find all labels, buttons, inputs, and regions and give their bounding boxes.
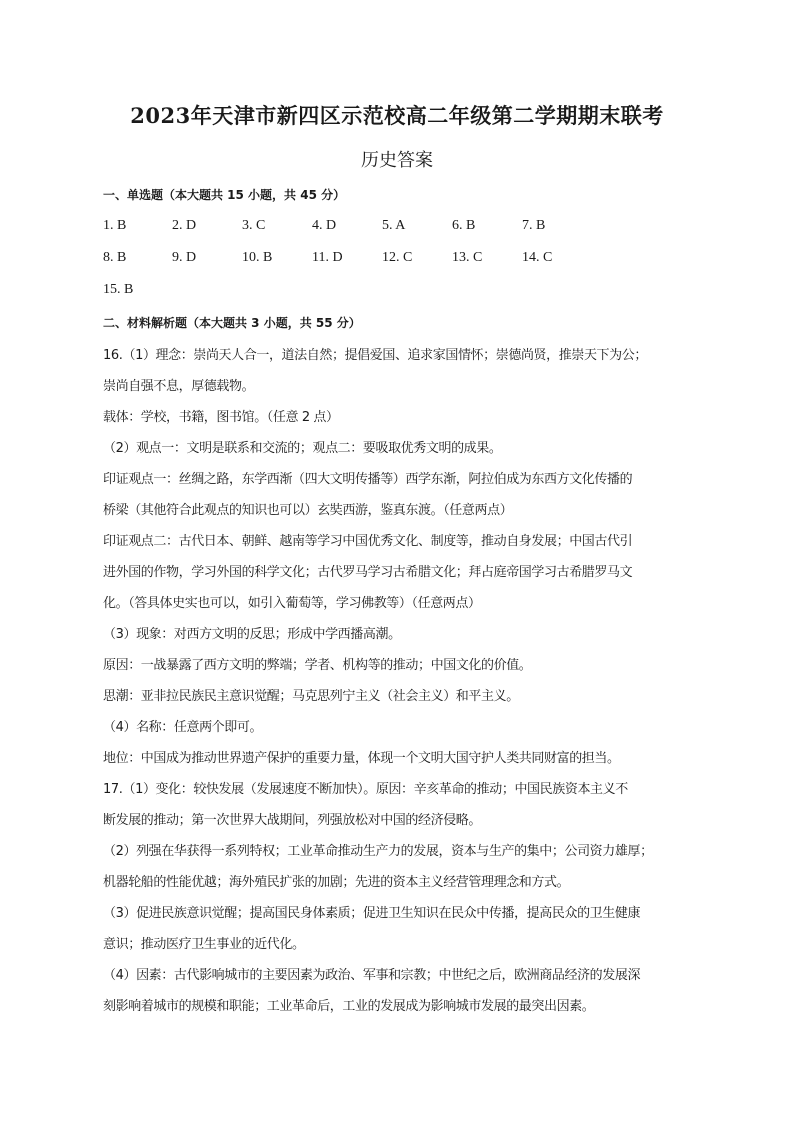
answer-item: 14. C — [522, 250, 553, 265]
answer-item: 13. C — [452, 250, 483, 265]
answer-item: 4. D — [312, 218, 337, 233]
answer-line: 思潮：亚非拉民族民主意识觉醒；马克思列宁主义（社会主义）和平主义。 — [103, 689, 519, 704]
answer-line: 印证观点二：古代日本、朝鲜、越南等学习中国优秀文化、制度等，推动自身发展；中国古代引 — [103, 534, 633, 549]
answer-line: 地位：中国成为推动世界遗产保护的重要力量，体现一个文明大国守护人类共同财富的担当。 — [103, 751, 620, 766]
answer-line: （3）现象：对西方文明的反思；形成中学西播高潮。 — [103, 627, 401, 642]
page-title: 2023年天津市新四区示范校高二年级第二学期期末联考 — [130, 103, 664, 128]
answer-line: 断发展的推动；第一次世界大战期间，列强放松对中国的经济侵略。 — [103, 813, 482, 828]
answer-item: 3. C — [242, 218, 266, 233]
answer-item: 10. B — [242, 250, 273, 265]
answer-line: （4）名称：任意两个即可。 — [103, 720, 263, 735]
answer-line: 意识；推动医疗卫生事业的近代化。 — [103, 937, 305, 952]
answer-line: 机器轮船的性能优越；海外殖民扩张的加剧；先进的资本主义经营管理理念和方式。 — [103, 875, 570, 890]
answer-line: （3）促进民族意识觉醒；提高国民身体素质；促进卫生知识在民众中传播，提高民众的卫生健康 — [103, 906, 641, 921]
answer-item: 8. B — [103, 250, 127, 265]
answer-item: 12. C — [382, 250, 413, 265]
answer-line: 化。（答具体史实也可以，如引入葡萄等，学习佛教等）（任意两点） — [103, 596, 481, 611]
answer-line: 16.（1）理念：崇尚天人合一，道法自然；提倡爱国、追求家国情怀；崇德尚贤，推崇天下为公； — [103, 348, 647, 363]
answer-line: （2）观点一：文明是联系和交流的；观点二：要吸取优秀文明的成果。 — [103, 441, 502, 456]
answer-item: 6. B — [452, 218, 476, 233]
answer-line: 原因：一战暴露了西方文明的弊端；学者、机构等的推动；中国文化的价值。 — [103, 658, 532, 673]
answer-item: 11. D — [312, 250, 343, 265]
answer-item: 7. B — [522, 218, 546, 233]
answer-item: 9. D — [172, 250, 197, 265]
answer-line: （4）因素：古代影响城市的主要因素为政治、军事和宗教；中世纪之后，欧洲商品经济的发展深 — [103, 968, 641, 983]
answer-line: 桥梁（其他符合此观点的知识也可以）玄奘西游，鉴真东渡。（任意两点） — [103, 503, 513, 518]
page-subtitle: 历史答案 — [361, 150, 433, 171]
answer-item: 2. D — [172, 218, 197, 233]
section-heading-material-analysis: 二、材料解析题（本大题共 3 小题，共 55 分） — [103, 316, 361, 330]
answer-item: 5. A — [382, 218, 406, 233]
answer-item: 15. B — [103, 282, 134, 297]
answer-line: 17.（1）变化：较快发展（发展速度不断加快）。原因：辛亥革命的推动；中国民族资本主义不 — [103, 782, 628, 797]
answer-line: 进外国的作物，学习外国的科学文化；古代罗马学习古希腊文化；拜占庭帝国学习古希腊罗马文 — [103, 565, 633, 580]
answer-line: 印证观点一：丝绸之路，东学西渐（四大文明传播等）西学东渐，阿拉伯成为东西方文化传播的 — [103, 472, 633, 487]
answer-line: 刻影响着城市的规模和职能；工业革命后，工业的发展成为影响城市发展的最突出因素。 — [103, 999, 595, 1014]
answer-line: 崇尚自强不息，厚德载物。 — [103, 379, 255, 394]
section-heading-multiple-choice: 一、单选题（本大题共 15 小题，共 45 分） — [103, 188, 346, 202]
answer-item: 1. B — [103, 218, 127, 233]
answer-line: （2）列强在华获得一系列特权；工业革命推动生产力的发展，资本与生产的集中；公司资力雄厚； — [103, 844, 653, 859]
answer-line: 载体：学校，书籍，图书馆。（任意 2 点） — [103, 410, 339, 425]
